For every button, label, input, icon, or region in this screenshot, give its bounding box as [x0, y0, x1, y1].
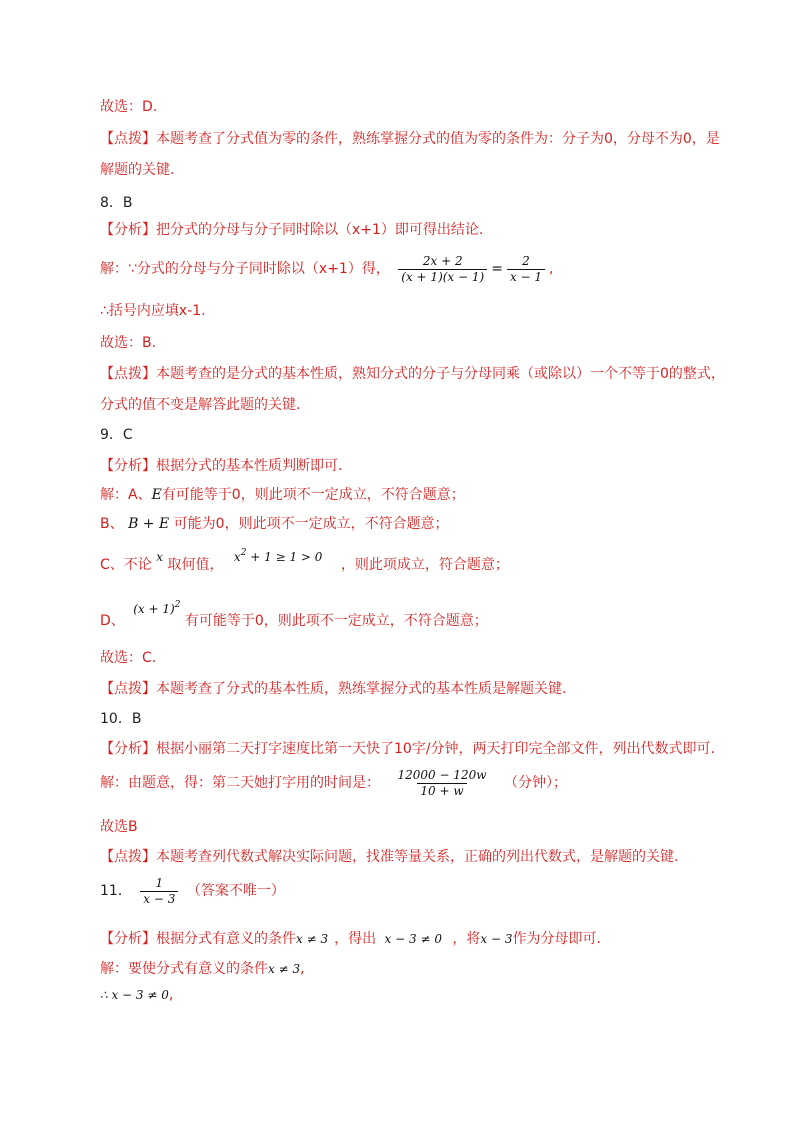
- option-line: [100, 600, 488, 631]
- tip-text: 【点拨】本题考查了分式的基本性质，熟练掌握分式的基本性质是解题关键.: [100, 681, 567, 697]
- fraction-numerator: 1: [155, 875, 164, 890]
- tip-line: [100, 129, 720, 149]
- analysis-text: ，得出: [334, 931, 377, 947]
- analysis-text: 【分析】根据分式的基本性质判断即可.: [100, 458, 343, 474]
- math-expression: E: [151, 487, 162, 503]
- math-expression: ∴ x − 3 ≠ 0: [100, 988, 169, 1002]
- solution-line: [100, 959, 305, 979]
- question-number: [100, 709, 141, 729]
- solution-text: 解：由题意，得：第二天她打字用的时间是：: [100, 775, 380, 791]
- conclusion-line: [100, 301, 206, 321]
- tip-text-cont: 解题的关键.: [100, 162, 175, 178]
- analysis-text: 作为分母即可.: [512, 931, 601, 947]
- option-label: B、: [100, 516, 124, 532]
- answer-text: 故选：C.: [100, 650, 157, 666]
- punctuation: ,: [168, 987, 174, 1003]
- solution-line: [100, 985, 173, 1005]
- option-text: 取何值，: [167, 557, 224, 573]
- solution-text: 解：A、: [100, 487, 152, 503]
- tip-line: [100, 847, 678, 867]
- solution-line: [100, 252, 553, 286]
- equals-sign: =: [491, 261, 503, 277]
- answer-text: 故选：B.: [100, 335, 157, 351]
- option-text: 有可能等于0，则此项不一定成立，不符合题意；: [184, 613, 488, 629]
- option-text: ，则此项成立，符合题意；: [340, 557, 509, 573]
- math-variable: x: [156, 550, 164, 564]
- math-expression: B + E: [128, 516, 170, 532]
- math-expression: $(x + 1)^2$: [133, 600, 181, 616]
- analysis-line: [100, 220, 483, 240]
- tip-text: 【点拨】本题考查的是分式的基本性质，熟知分式的分子与分母同乘（或除以）一个不等于0的整式，: [100, 366, 725, 382]
- question-answer: 10．B: [100, 711, 142, 727]
- question-number: [100, 425, 133, 445]
- analysis-text: 【分析】根据小丽第二天打字速度比第一天快了10字/分钟，两天打印完全部文件，列出代数式即可.: [100, 741, 715, 757]
- solution-line: [100, 766, 567, 800]
- solution-text: 有可能等于0，则此项不一定成立，不符合题意；: [161, 487, 465, 503]
- tip-line-cont: [100, 160, 174, 180]
- fraction-denominator: (x + 1)(x − 1): [398, 269, 487, 285]
- tip-text: 【点拨】本题考查列代数式解决实际问题，找准等量关系，正确的列出代数式，是解题的关键.: [100, 849, 679, 865]
- question-number: 11．: [100, 883, 132, 899]
- question-note: （答案不唯一）: [186, 883, 285, 899]
- fraction-denominator: x − 1: [507, 269, 545, 285]
- analysis-text: ，将: [452, 931, 481, 947]
- answer-line: [100, 817, 138, 837]
- math-expression: x ≠ 3: [268, 962, 301, 976]
- answer-text: 故选B: [100, 819, 138, 835]
- fraction-denominator: 10 + w: [417, 783, 466, 799]
- question-number: [100, 193, 133, 213]
- option-label: C、不论: [100, 557, 152, 573]
- solution-line: [100, 485, 465, 505]
- punctuation: ,: [549, 261, 554, 277]
- fraction-numerator: 2x + 2: [422, 253, 463, 268]
- fraction: [140, 876, 178, 907]
- math-expression: x ≠ 3: [296, 932, 329, 946]
- math-expression: $x^2 + 1 \ge 1 > 0$: [233, 548, 323, 564]
- fraction-numerator: 12000 − 120w: [397, 767, 487, 782]
- tip-text-cont: 分式的值不变是解答此题的关键.: [100, 397, 301, 413]
- analysis-text: 【分析】根据分式有意义的条件: [100, 931, 296, 947]
- solution-text: 解：∵分式的分母与分子同时除以（x+1）得，: [100, 261, 390, 277]
- fraction-numerator: 2: [522, 253, 530, 268]
- solution-text: （分钟）；: [503, 775, 567, 791]
- analysis-line: [100, 929, 601, 949]
- answer-line: [100, 97, 157, 117]
- tip-line-cont: [100, 395, 300, 415]
- tip-line: [100, 364, 725, 384]
- analysis-text: 【分析】把分式的分母与分子同时除以（x+1）即可得出结论.: [100, 222, 484, 238]
- question-answer: 9．C: [100, 427, 133, 443]
- tip-text: 【点拨】本题考查了分式值为零的条件，熟练掌握分式的值为零的条件为：分子为0，分母不为0，是: [100, 131, 720, 147]
- option-text: 可能为0，则此项不一定成立，不符合题意；: [173, 516, 449, 532]
- answer-line: [100, 333, 156, 353]
- option-line: [100, 514, 449, 534]
- answer-text: 故选：D.: [100, 99, 158, 115]
- analysis-line: [100, 739, 715, 759]
- answer-line: [100, 648, 156, 668]
- math-expression: x − 3: [480, 932, 513, 946]
- math-expression: x − 3 ≠ 0: [384, 932, 442, 946]
- option-line: [100, 548, 509, 575]
- solution-text: 解：要使分式有意义的条件: [100, 961, 268, 977]
- fraction: [398, 254, 487, 285]
- fraction: [394, 768, 489, 799]
- punctuation: ,: [300, 961, 305, 977]
- fraction: [507, 254, 545, 285]
- question-answer: 8．B: [100, 195, 133, 211]
- tip-line: [100, 679, 566, 699]
- analysis-line: [100, 456, 342, 476]
- conclusion-text: ∴括号内应填x-1.: [100, 303, 206, 319]
- option-label: D、: [100, 613, 125, 629]
- fraction-denominator: x − 3: [140, 891, 178, 907]
- question-line: [100, 874, 285, 908]
